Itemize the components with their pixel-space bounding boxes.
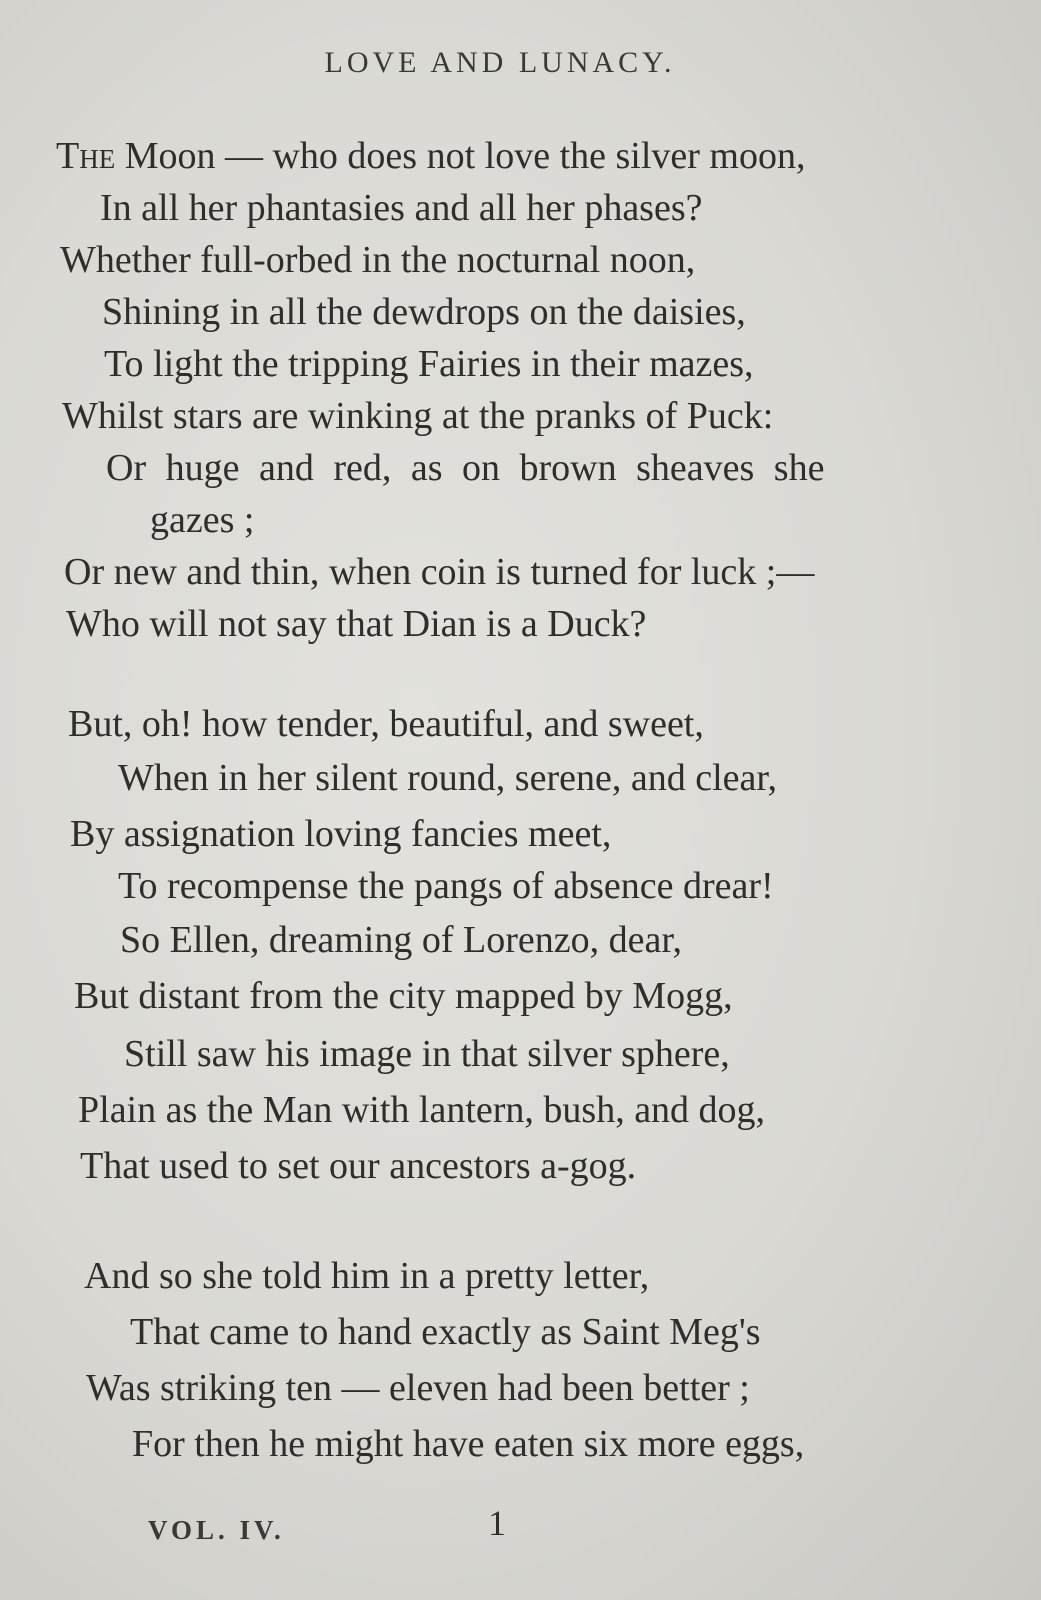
poem-line: But distant from the city mapped by Mogg,: [74, 975, 733, 1017]
poem-line: Who will not say that Dian is a Duck?: [66, 603, 647, 645]
signature-number: 1: [488, 1503, 506, 1543]
poem-line: So Ellen, dreaming of Lorenzo, dear,: [120, 919, 682, 961]
poem-line: Was striking ten — eleven had been better ;: [86, 1367, 750, 1409]
poem-line: Whether full-orbed in the nocturnal noon,: [60, 239, 696, 281]
page-title: LOVE AND LUNACY.: [324, 46, 676, 79]
poem-line: By assignation loving fancies meet,: [70, 813, 612, 855]
poem-line: For then he might have eaten six more eggs,: [132, 1423, 805, 1465]
poem-line: To light the tripping Fairies in their mazes,: [104, 343, 754, 385]
poem-line: gazes ;: [150, 499, 255, 541]
poem-line: To recompense the pangs of absence drear!: [118, 865, 774, 907]
poem-line: That used to set our ancestors a-gog.: [80, 1145, 637, 1187]
poem-line: That came to hand exactly as Saint Meg's: [130, 1311, 761, 1353]
volume-mark: VOL. IV.: [148, 1515, 285, 1545]
poem-line: But, oh! how tender, beautiful, and sweet,: [68, 703, 704, 745]
poem-line: In all her phantasies and all her phases?: [100, 187, 703, 229]
poem-line: [56, 134, 805, 178]
poem-line: Shining in all the dewdrops on the daisies,: [102, 291, 746, 333]
poem-line: Plain as the Man with lantern, bush, and dog,: [78, 1089, 766, 1131]
poem-line-text: Moon — who does not love the silver moon,: [115, 135, 806, 177]
poem-line: And so she told him in a pretty letter,: [84, 1255, 650, 1297]
poem-line: Or huge and red, as on brown sheaves she: [106, 447, 825, 489]
poem-line: When in her silent round, serene, and clear,: [118, 757, 777, 799]
drop-word: The: [56, 135, 116, 177]
poem-line: Or new and thin, when coin is turned for luck ;—: [64, 551, 815, 593]
poem-line: Whilst stars are winking at the pranks of Puck:: [62, 395, 774, 437]
poem-line: Still saw his image in that silver sphere,: [124, 1033, 730, 1075]
